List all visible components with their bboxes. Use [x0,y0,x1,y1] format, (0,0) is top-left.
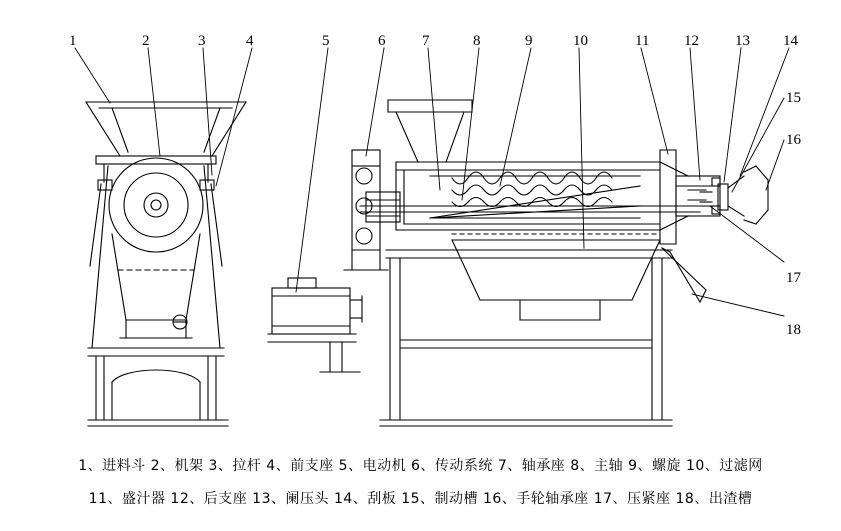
callout-number-1: 1 [69,33,77,49]
side-view-hopper [388,100,472,162]
callout-number-10: 10 [573,33,588,49]
leader-lines-left [75,48,252,186]
front-view-frame [96,156,216,338]
callout-number-6: 6 [378,33,386,49]
callout-number-18: 18 [786,322,801,338]
side-view-discharge-chute [662,248,706,302]
callout-number-3: 3 [198,33,206,49]
callout-number-17: 17 [786,270,801,286]
callout-number-16: 16 [786,132,801,148]
callout-number-11: 11 [635,33,650,49]
callout-number-14: 14 [783,33,798,49]
side-view-press-body [360,162,700,230]
callout-number-8: 8 [473,33,481,49]
callout-number-2: 2 [142,33,150,49]
front-view-stand [88,348,228,426]
callout-number-12: 12 [684,33,699,49]
callout-number-15: 15 [786,90,801,106]
side-view-front-bearing [344,150,400,270]
side-view-stand [380,250,672,426]
callout-number-9: 9 [525,33,533,49]
side-view-motor [268,278,362,372]
callout-number-5: 5 [322,33,330,49]
front-view-hopper [86,102,246,156]
legend-line-2: 11、盛汁器 12、后支座 13、阑压头 14、刮板 15、制动槽 16、手轮轴承座 17、压紧座 18、出渣槽 [88,491,753,507]
side-view-juice-collector [452,234,660,320]
callout-number-7: 7 [422,33,430,49]
callout-number-4: 4 [246,33,254,49]
legend-line-1: 1、进料斗 2、机架 3、拉杆 4、前支座 5、电动机 6、传动系统 7、轴承座 8、主轴 9、螺旋 10、过滤网 [78,458,763,474]
side-view-rear-assembly [660,150,768,244]
callout-number-13: 13 [735,33,750,49]
